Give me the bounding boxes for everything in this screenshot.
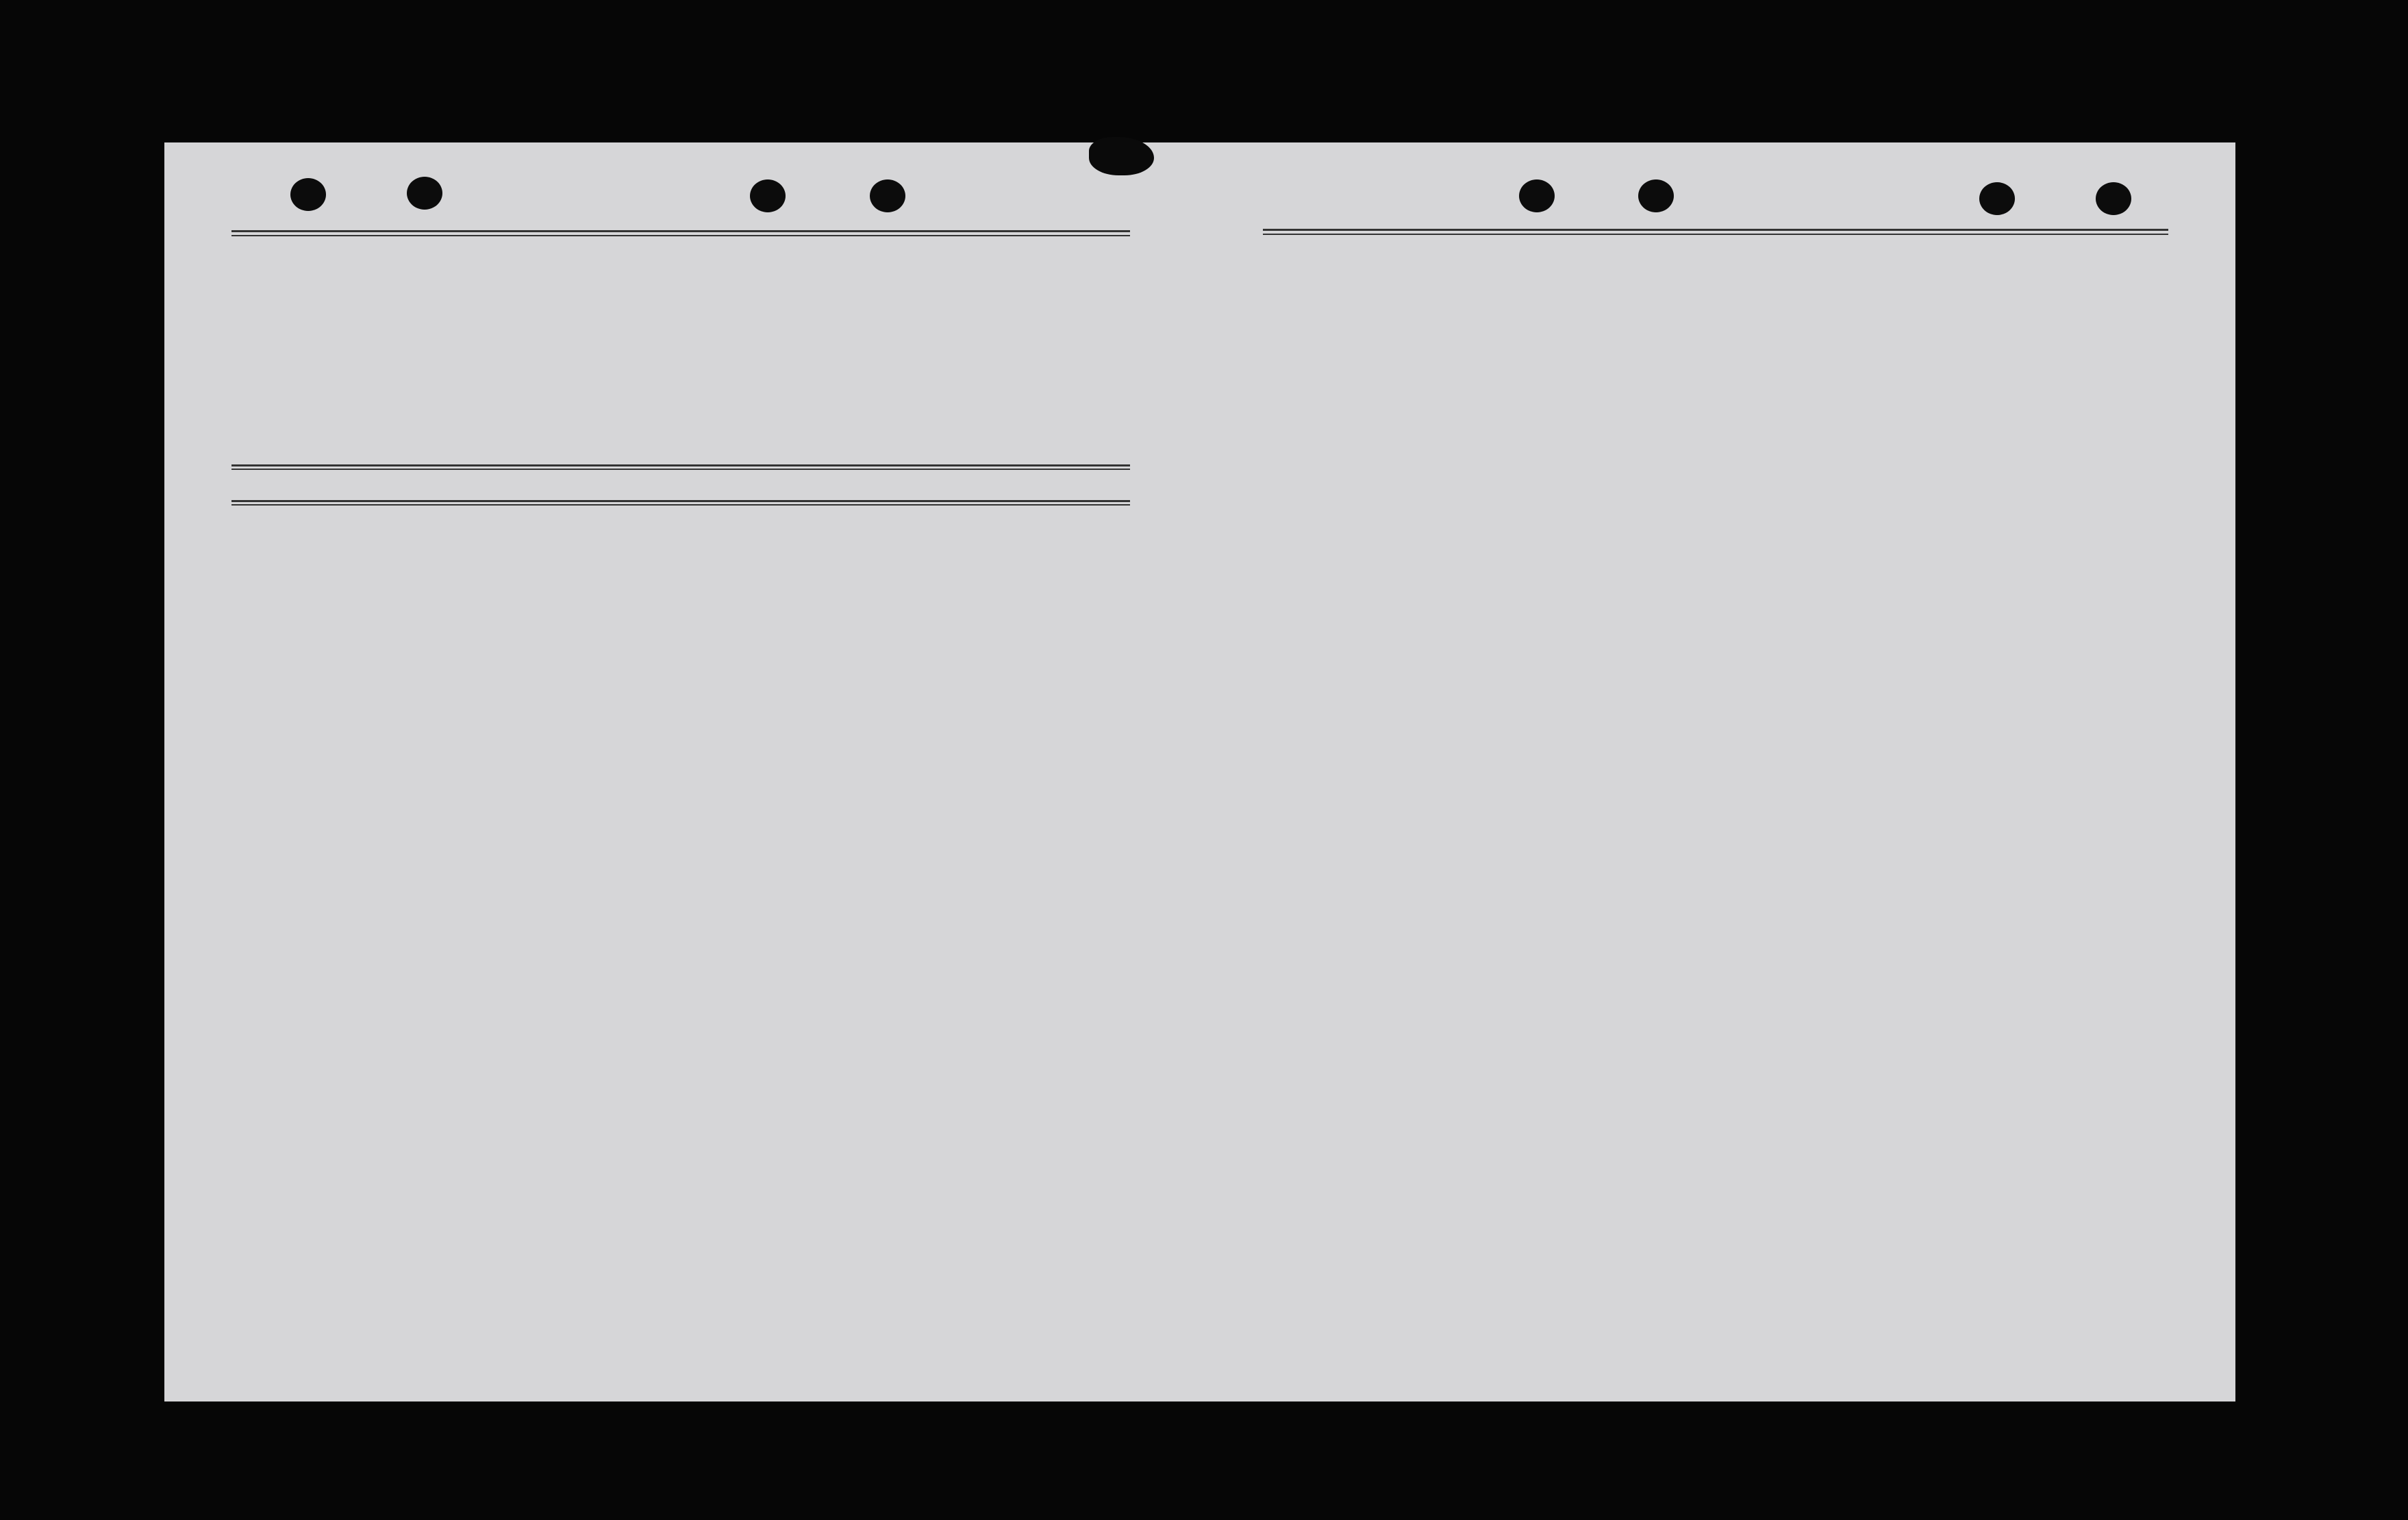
discharged-top-rule	[231, 464, 1130, 466]
punch-hole	[290, 178, 326, 211]
punch-hole	[407, 177, 442, 210]
right-top-rule	[1263, 229, 2168, 231]
punch-hole	[750, 179, 786, 212]
punch-hole	[870, 179, 905, 212]
punch-hole	[2096, 182, 2131, 215]
hospital-top-rule	[231, 230, 1130, 232]
punch-hole	[1638, 179, 1674, 212]
punch-hole	[1979, 182, 2015, 215]
document-sheet	[164, 142, 2235, 1401]
hospital-top-rule	[231, 235, 1130, 236]
right-top-rule	[1263, 234, 2168, 235]
punch-hole	[1519, 179, 1555, 212]
discharged-header-rule	[231, 500, 1130, 502]
discharged-header-rule	[231, 504, 1130, 506]
discharged-top-rule	[231, 469, 1130, 470]
